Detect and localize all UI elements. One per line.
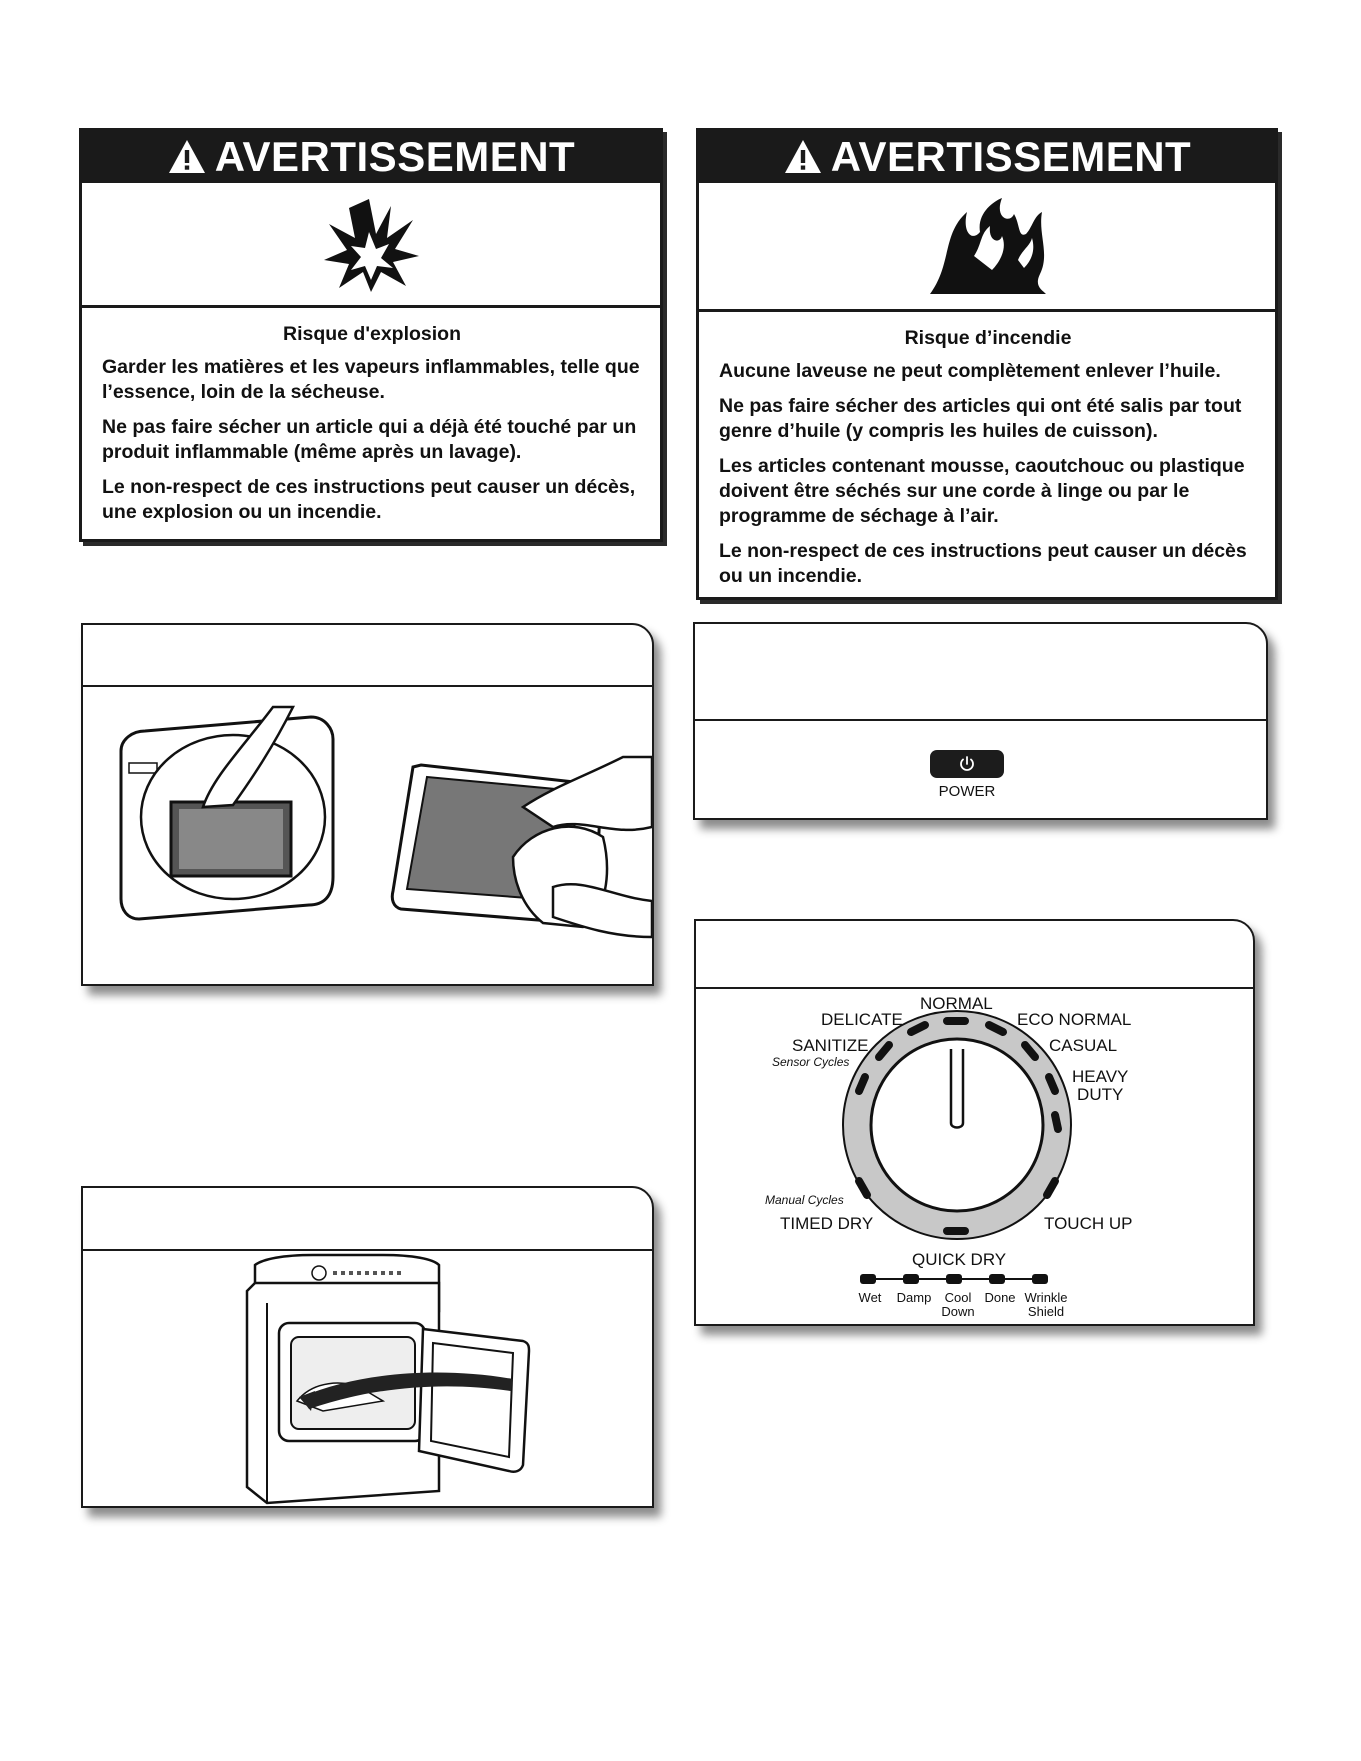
warning-body	[699, 312, 1275, 609]
warning-title: AVERTISSEMENT	[830, 133, 1192, 180]
lint-screen-cleaning-illustration	[83, 687, 652, 984]
warning-title: AVERTISSEMENT	[214, 133, 576, 180]
step-header	[695, 624, 1266, 721]
step-load-dryer	[81, 1186, 654, 1508]
warning-header	[82, 131, 660, 183]
power-icon	[958, 755, 976, 773]
cycle-heavy-duty-label: HEAVY DUTY	[1072, 1067, 1129, 1104]
cycle-timed-dry-label: TIMED DRY	[780, 1214, 874, 1233]
cycle-sanitize-label: SANITIZE	[792, 1036, 869, 1055]
step-header	[696, 921, 1253, 989]
status-damp-label: Damp	[896, 1290, 932, 1305]
warning-body	[82, 308, 660, 545]
warning-paragraph: Garder les matières et les vapeurs inflammables, telle que l’essence, loin de la sécheuse.	[102, 356, 640, 403]
status-wrinkle-shield-label: Wrinkle Shield	[1024, 1290, 1068, 1319]
cycle-knob[interactable]	[837, 1005, 1077, 1245]
status-lights	[858, 1271, 1058, 1287]
warning-paragraph: Ne pas faire sécher un article qui a déjà été touché par un produit inflammable (même après un lavage).	[102, 416, 637, 463]
step-header	[83, 1188, 652, 1251]
step-header	[83, 625, 652, 687]
cycle-casual-label: CASUAL	[1049, 1036, 1118, 1055]
warning-triangle-icon	[783, 137, 823, 177]
risk-title: Risque d'explosion	[283, 323, 461, 345]
warning-fire	[696, 128, 1278, 600]
cycle-touch-up-label: TOUCH UP	[1044, 1214, 1133, 1233]
explosion-icon	[321, 194, 421, 294]
warning-paragraph: Le non-respect de ces instructions peut causer un décès, une explosion ou un incendie.	[102, 476, 636, 523]
sensor-cycles-label: Sensor Cycles	[772, 1055, 850, 1069]
cycle-eco-normal-label: ECO NORMAL	[1017, 1010, 1132, 1029]
warning-explosion	[79, 128, 663, 542]
warning-paragraph: Aucune laveuse ne peut complètement enlever l’huile.	[719, 360, 1221, 382]
manual-cycles-label: Manual Cycles	[765, 1193, 844, 1207]
warning-triangle-icon	[167, 137, 207, 177]
risk-title: Risque d’incendie	[904, 327, 1072, 349]
status-wet-label: Wet	[858, 1290, 882, 1305]
dryer-loading-illustration	[83, 1251, 652, 1506]
pictogram-area	[699, 183, 1275, 312]
fire-icon	[922, 194, 1052, 298]
step-lint-screen	[81, 623, 654, 986]
status-cool-down-label: Cool Down	[941, 1290, 975, 1319]
warning-paragraph: Le non-respect de ces instructions peut causer un décès ou un incendie.	[719, 540, 1247, 587]
cycle-delicate-label: DELICATE	[821, 1010, 903, 1029]
warning-paragraph: Ne pas faire sécher des articles qui ont été salis par tout genre d’huile (y compris les huiles de cuisson).	[719, 395, 1242, 442]
status-done-label: Done	[984, 1290, 1016, 1305]
power-label: POWER	[938, 783, 996, 800]
warning-paragraph: Les articles contenant mousse, caoutchouc ou plastique doivent être séchés sur une corde à linge ou par le programme de séchage à l’air.	[719, 455, 1245, 527]
warning-header	[699, 131, 1275, 183]
power-button[interactable]	[930, 750, 1004, 778]
cycle-normal-label: NORMAL	[920, 994, 993, 1013]
pictogram-area	[82, 183, 660, 308]
cycle-quick-dry-label: QUICK DRY	[912, 1250, 1007, 1269]
